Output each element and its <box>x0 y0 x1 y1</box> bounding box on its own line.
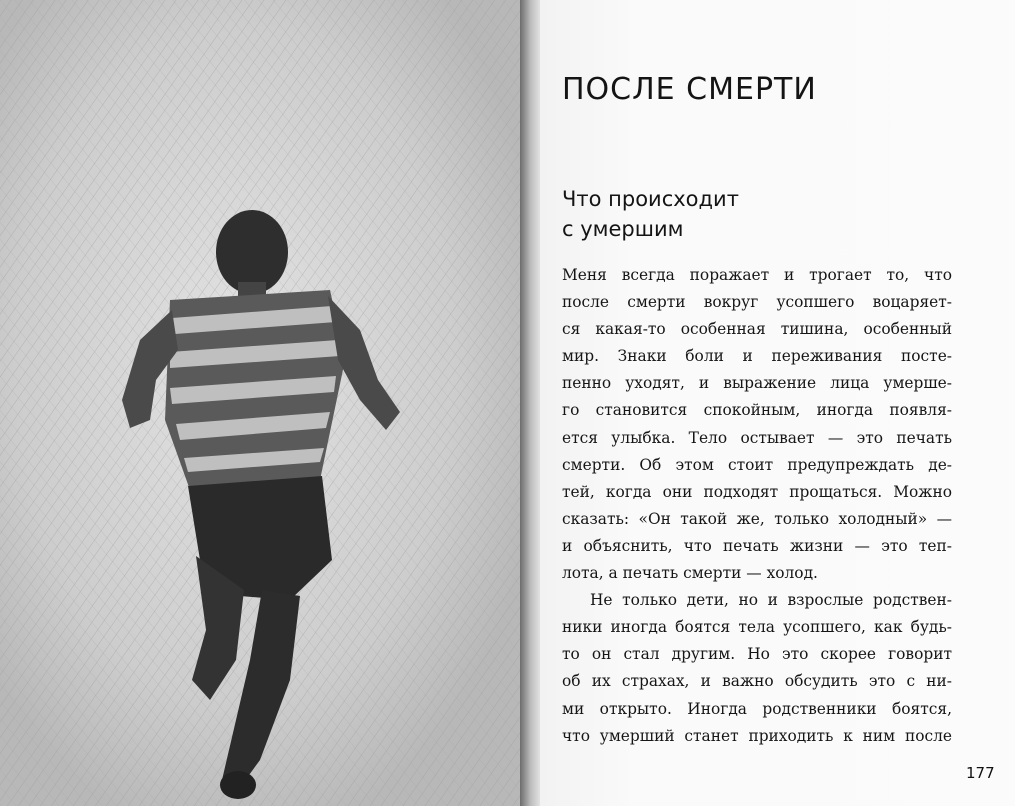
text-line: об их страхах, и важно обсудить это с ни- <box>562 672 952 691</box>
text-line: смерти. Об этом стоит предупреждать де- <box>562 455 952 474</box>
text-line: и объяснить, что печать жизни — это теп- <box>562 536 952 555</box>
text-line: мир. Знаки боли и переживания посте- <box>562 347 952 366</box>
page-number: 177 <box>966 764 995 782</box>
text-line: го становится спокойным, иногда появля- <box>562 401 952 420</box>
text-line: лота, а печать смерти — холод. <box>562 564 818 583</box>
text-line: ся какая-то особенная тишина, особенный <box>562 320 952 339</box>
chapter-title: ПОСЛЕ СМЕРТИ <box>562 72 817 107</box>
text-line: Меня всегда поражает и трогает то, что <box>562 266 952 284</box>
text-line: Не только дети, но и взрослые родствен- <box>590 591 952 610</box>
body-text <box>562 262 952 750</box>
text-line: пенно уходят, и выражение лица умерше- <box>562 374 952 393</box>
text-line: ники иногда боятся тела усопшего, как будь- <box>562 618 952 637</box>
text-line: сказать: «Он такой же, только холодный» — <box>562 509 952 528</box>
text-line: тей, когда они подходят прощаться. Можно <box>562 482 952 501</box>
text-line: ми открыто. Иногда родственники боятся, <box>562 699 952 718</box>
text-line: то он стал другим. Но это скорее говорит <box>562 645 952 664</box>
section-title <box>562 184 922 244</box>
section-title-line: с умершим <box>562 217 684 241</box>
text-line: ется улыбка. Тело остывает — это печать <box>562 428 952 447</box>
text-line: что умерший станет приходить к ним после <box>562 726 952 745</box>
text-line: после смерти вокруг усопшего воцаряет- <box>562 293 952 312</box>
section-title-line: Что происходит <box>562 187 739 211</box>
